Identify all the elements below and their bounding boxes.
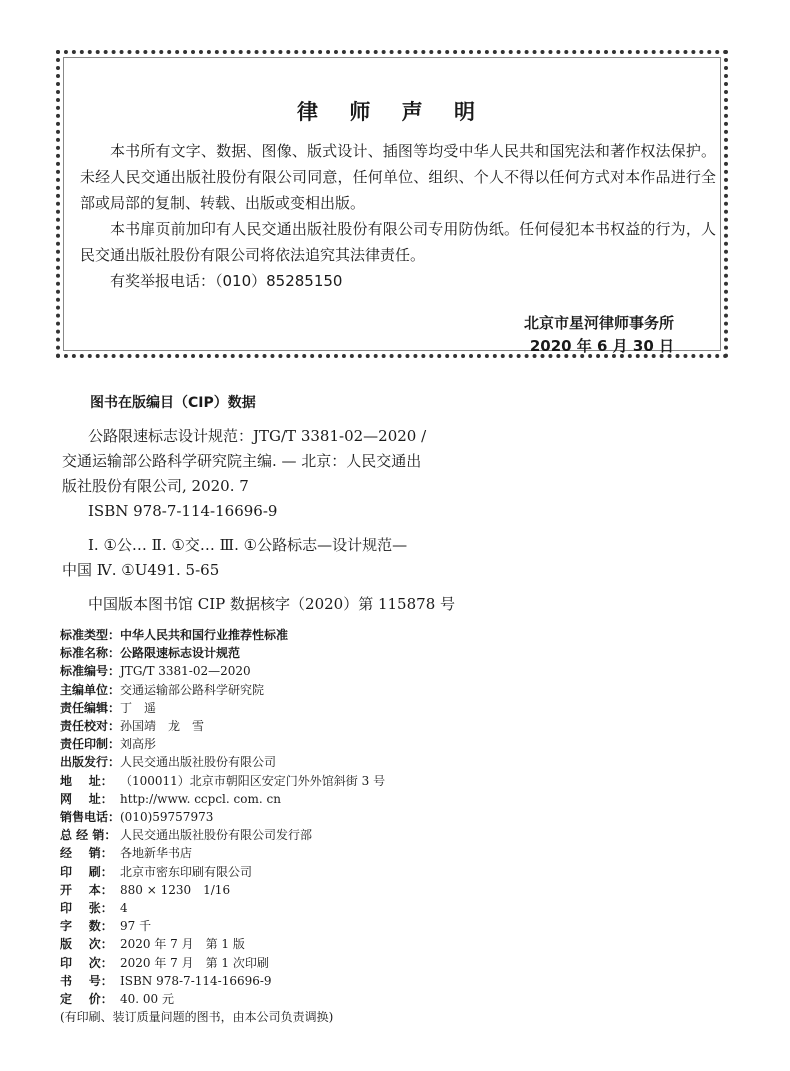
info-label: 网 址： xyxy=(60,791,113,806)
info-value: （100011）北京市朝阳区安定门外外馆斜街 3 号 xyxy=(120,773,386,788)
info-value: 人民交通出版社股份有限公司发行部 xyxy=(120,828,313,843)
info-label: 标准类型： xyxy=(60,628,121,642)
info-label: 出版发行： xyxy=(60,755,121,770)
info-row xyxy=(60,681,560,699)
cip-line: Ⅰ. ①公… Ⅱ. ①交… Ⅲ. ①公路标志—设计规范— xyxy=(88,536,408,554)
info-value: 丁 遥 xyxy=(120,700,157,715)
info-value: JTG/T 3381-02—2020 xyxy=(120,664,251,679)
info-row xyxy=(60,826,560,844)
cip-data-approval: 中国版本图书馆 CIP 数据核字（2020）第 115878 号 xyxy=(88,595,456,613)
info-row xyxy=(60,626,560,644)
info-row xyxy=(60,917,560,935)
info-row xyxy=(60,935,560,953)
info-label: 地 址： xyxy=(60,773,113,788)
info-row xyxy=(60,753,560,771)
info-label: 标准名称： xyxy=(60,646,121,661)
info-label: 版 次： xyxy=(60,937,113,952)
info-label: 主编单位： xyxy=(60,682,121,697)
info-value: 4 xyxy=(120,901,128,916)
notice-paragraph-hotline: 有奖举报电话：（010）85285150 xyxy=(110,272,343,290)
info-value: 公路限速标志设计规范 xyxy=(120,646,241,661)
info-value: 中华人民共和国行业推荐性标准 xyxy=(120,628,289,642)
info-label: 责任编辑： xyxy=(60,700,121,715)
cip-line: 公路限速标志设计规范：JTG/T 3381-02—2020 / xyxy=(88,427,427,445)
info-label: 字 数： xyxy=(60,919,113,934)
info-label: 责任印制： xyxy=(60,737,121,752)
info-value: 2020 年 7 月 第 1 次印刷 xyxy=(120,955,269,970)
info-row xyxy=(60,863,560,881)
notice-paragraph-anti-counterfeit: 本书扉页前加印有人民交通出版社股份有限公司专用防伪纸。任何侵犯本书权益的行为，人民交通出版社股份有限公司将依法追究其法律责任。 xyxy=(80,220,716,264)
info-label: 印 张： xyxy=(60,901,113,916)
notice-signature-date: 2020 年 6 月 30 日 xyxy=(529,337,674,355)
info-label: 标准编号： xyxy=(60,664,121,679)
info-value: 各地新华书店 xyxy=(120,846,193,861)
info-row xyxy=(60,954,560,972)
info-label: 销售电话： xyxy=(60,810,121,825)
info-label: 责任校对： xyxy=(60,719,121,734)
cip-record xyxy=(62,424,482,617)
info-value: 40. 00 元 xyxy=(120,992,174,1007)
info-label: 印 刷： xyxy=(60,864,113,879)
info-value: 97 千 xyxy=(120,919,152,934)
info-value: http://www. ccpcl. com. cn xyxy=(120,791,281,806)
info-row xyxy=(60,844,560,862)
publication-info xyxy=(60,626,560,1026)
info-row xyxy=(60,699,560,717)
info-label: 开 本： xyxy=(60,882,113,897)
info-row xyxy=(60,662,560,680)
info-value: 刘高彤 xyxy=(120,737,157,752)
info-row xyxy=(60,644,560,662)
info-value: 人民交通出版社股份有限公司 xyxy=(120,755,277,770)
notice-paragraph-copyright: 本书所有文字、数据、图像、版式设计、插图等均受中华人民共和国宪法和著作权法保护。未经人民交通出版社股份有限公司同意，任何单位、组织、个人不得以任何方式对本作品进行全部或局部的复制、转载、出版或变相出版。 xyxy=(80,142,716,212)
info-value: 北京市密东印刷有限公司 xyxy=(120,864,253,879)
info-row xyxy=(60,990,560,1008)
info-row xyxy=(60,772,560,790)
notice-title: 律 师 声 明 xyxy=(297,100,487,124)
info-label: 经 销： xyxy=(60,846,113,861)
cip-line: 中国 Ⅳ. ①U491. 5-65 xyxy=(62,561,220,579)
info-row xyxy=(60,881,560,899)
cip-line: 版社股份有限公司, 2020. 7 xyxy=(62,477,249,495)
info-row xyxy=(60,735,560,753)
info-row xyxy=(60,899,560,917)
lawyer-notice-box xyxy=(56,50,728,358)
cip-line: 交通运输部公路科学研究院主编. — 北京：人民交通出 xyxy=(62,452,422,470)
info-label: 印 次： xyxy=(60,955,113,970)
info-row xyxy=(60,790,560,808)
info-label: 书 号： xyxy=(60,973,113,988)
notice-signature-firm: 北京市星河律师事务所 xyxy=(523,314,674,332)
info-row xyxy=(60,808,560,826)
info-row xyxy=(60,972,560,990)
info-value: 交通运输部公路科学研究院 xyxy=(120,682,265,697)
info-value: 孙国靖 龙 雪 xyxy=(120,719,205,734)
info-label: 总 经 销： xyxy=(60,828,117,843)
quality-return-note: (有印刷、装订质量问题的图书，由本公司负责调换) xyxy=(60,1010,334,1025)
info-value: ISBN 978-7-114-16696-9 xyxy=(120,973,272,988)
cip-heading: 图书在版编目（CIP）数据 xyxy=(90,395,256,411)
info-value: 880 × 1230 1/16 xyxy=(120,882,231,897)
info-row xyxy=(60,717,560,735)
info-value: (010)59757973 xyxy=(120,810,214,825)
info-label: 定 价： xyxy=(60,992,113,1007)
cip-line: ISBN 978-7-114-16696-9 xyxy=(88,502,278,520)
info-value: 2020 年 7 月 第 1 版 xyxy=(120,937,245,952)
